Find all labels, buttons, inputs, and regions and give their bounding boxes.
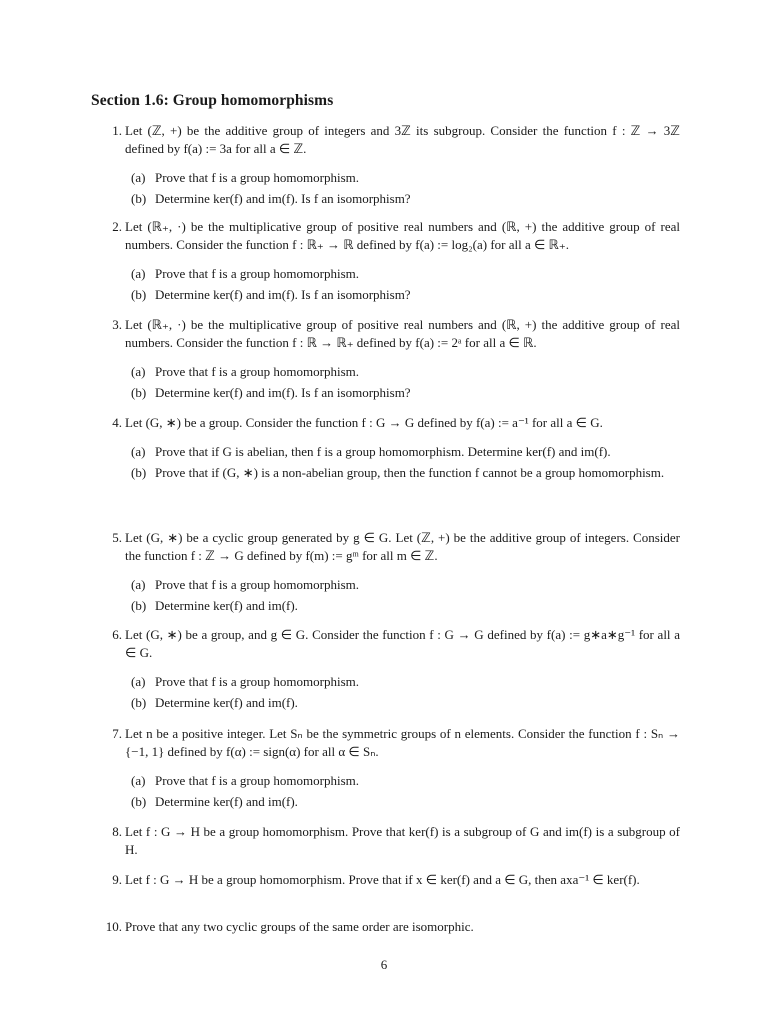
problem-statement: Let (G, ∗) be a group. Consider the function f : G → G defined by f(a) := a⁻¹ for all a ∈ G.: [125, 415, 603, 430]
page-number: 6: [380, 957, 388, 972]
problem-number: 5.: [112, 530, 122, 545]
problem-parts: [131, 673, 680, 712]
problem-part: [131, 772, 680, 790]
part-text: Prove that f is a group homomorphism.: [155, 674, 360, 689]
part-text: Prove that f is a group homomorphism.: [155, 170, 360, 185]
part-text: Determine ker(f) and im(f).: [155, 695, 298, 710]
part-text: Determine ker(f) and im(f). Is f an isomorphism?: [155, 287, 411, 302]
problem-8: [104, 823, 680, 859]
problem-10: [104, 918, 680, 936]
problem-statement: Let (ℝ₊, ·) be the multiplicative group of positive real numbers and (ℝ, +) the additive group of real numbers. Consider the function f : ℝ₊ → ℝ defined by f(a) := log₂(a) for all a ∈ ℝ₊.: [125, 219, 680, 252]
problem-7: [104, 725, 680, 814]
problem-statement: Let f : G → H be a group homomorphism. Prove that if x ∈ ker(f) and a ∈ G, then axa⁻¹ ∈ ker(f).: [125, 872, 640, 887]
problem-parts: [131, 443, 680, 482]
part-label: (b): [131, 465, 147, 480]
part-label: (a): [131, 773, 146, 788]
problem-parts: [131, 265, 680, 304]
problem-part: [131, 363, 680, 381]
problem-statement: Let n be a positive integer. Let Sₙ be the symmetric groups of n elements. Consider the function f : Sₙ → {−1, 1} defined by f(α) := sign(α) for all α ∈ Sₙ.: [125, 726, 680, 759]
problem-part: [131, 576, 680, 594]
problem-part: [131, 384, 680, 402]
problem-3: [104, 316, 680, 405]
part-text: Prove that f is a group homomorphism.: [155, 773, 360, 788]
problem-part: [131, 286, 680, 304]
problem-4: [104, 414, 680, 485]
problem-6: [104, 626, 680, 715]
problem-statement: Prove that any two cyclic groups of the same order are isomorphic.: [125, 919, 474, 934]
part-text: Determine ker(f) and im(f). Is f an isomorphism?: [155, 385, 411, 400]
part-label: (a): [131, 266, 146, 281]
part-label: (a): [131, 444, 146, 459]
problem-part: [131, 673, 680, 691]
part-label: (b): [131, 598, 147, 613]
problem-part: [131, 265, 680, 283]
part-text: Determine ker(f) and im(f).: [155, 598, 298, 613]
problem-number: 7.: [112, 726, 122, 741]
problem-statement: Let f : G → H be a group homomorphism. Prove that ker(f) is a subgroup of G and im(f) is a subgroup of H.: [125, 824, 680, 857]
problem-9: [104, 871, 680, 889]
problem-1: [104, 122, 680, 211]
problem-part: [131, 190, 680, 208]
part-text: Determine ker(f) and im(f). Is f an isomorphism?: [155, 191, 411, 206]
problem-parts: [131, 169, 680, 208]
problem-number: 10.: [105, 919, 122, 934]
part-text: Prove that f is a group homomorphism.: [155, 266, 360, 281]
problem-part: [131, 169, 680, 187]
problem-part: [131, 793, 680, 811]
problem-number: 9.: [112, 872, 122, 887]
problem-number: 8.: [112, 824, 122, 839]
part-label: (b): [131, 287, 147, 302]
problem-number: 1.: [112, 123, 122, 138]
problem-parts: [131, 363, 680, 402]
part-text: Prove that if (G, ∗) is a non-abelian group, then the function f cannot be a group homomorphism.: [155, 465, 665, 480]
part-text: Prove that f is a group homomorphism.: [155, 364, 360, 379]
problem-number: 6.: [112, 627, 122, 642]
part-label: (a): [131, 170, 146, 185]
problem-statement: Let (G, ∗) be a group, and g ∈ G. Consider the function f : G → G defined by f(a) := g∗a∗g⁻¹ for all a ∈ G.: [125, 627, 680, 660]
problem-5: [104, 529, 680, 618]
part-text: Prove that f is a group homomorphism.: [155, 577, 360, 592]
part-label: (b): [131, 191, 147, 206]
part-text: Determine ker(f) and im(f).: [155, 794, 298, 809]
problem-statement: Let (G, ∗) be a cyclic group generated by g ∈ G. Let (ℤ, +) be the additive group of integers. Consider the function f : ℤ → G defined by f(m) := gᵐ for all m ∈ ℤ.: [125, 530, 680, 563]
problem-parts: [131, 772, 680, 811]
problem-part: [131, 597, 680, 615]
problem-statement: Let (ℤ, +) be the additive group of integers and 3ℤ its subgroup. Consider the function f : ℤ → 3ℤ defined by f(a) := 3a for all a ∈ ℤ.: [125, 123, 680, 156]
part-label: (a): [131, 364, 146, 379]
problem-part: [131, 464, 680, 482]
problem-2: [104, 218, 680, 307]
part-label: (b): [131, 794, 147, 809]
problem-parts: [131, 576, 680, 615]
part-label: (b): [131, 385, 147, 400]
problem-number: 3.: [112, 317, 122, 332]
problem-part: [131, 694, 680, 712]
part-label: (a): [131, 577, 146, 592]
problem-number: 2.: [112, 219, 122, 234]
problem-statement: Let (ℝ₊, ·) be the multiplicative group of positive real numbers and (ℝ, +) the additive group of real numbers. Consider the function f : ℝ → ℝ₊ defined by f(a) := 2ᵃ for all a ∈ ℝ.: [125, 317, 680, 350]
section-title: Section 1.6: Group homomorphisms: [91, 92, 334, 109]
part-label: (a): [131, 674, 146, 689]
part-text: Prove that if G is abelian, then f is a group homomorphism. Determine ker(f) and im(f).: [155, 444, 611, 459]
part-label: (b): [131, 695, 147, 710]
problem-number: 4.: [112, 415, 122, 430]
problem-part: [131, 443, 680, 461]
